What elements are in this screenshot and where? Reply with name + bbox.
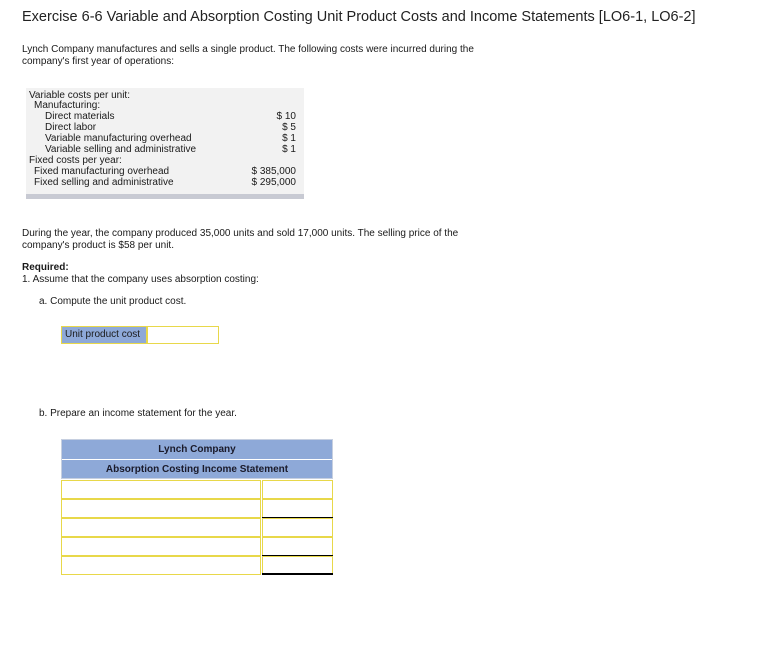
required-section (22, 262, 259, 285)
manufacturing-header: Manufacturing: (34, 100, 101, 111)
total-double-underline (262, 573, 333, 575)
direct-materials-value: $ 10 (276, 111, 296, 122)
part-b-instruction: b. Prepare an income statement for the year. (39, 408, 237, 419)
fixed-sga-value: $ 295,000 (251, 177, 296, 188)
row-3-label-input[interactable] (61, 518, 261, 537)
variable-mfg-overhead-label: Variable manufacturing overhead (45, 133, 192, 144)
direct-materials-label: Direct materials (45, 111, 115, 122)
cost-table (26, 88, 304, 199)
income-statement-row (61, 518, 333, 537)
row-3-amount-input[interactable] (262, 518, 333, 537)
required-item-1: 1. Assume that the company uses absorption costing: (22, 273, 259, 285)
variable-mfg-overhead-value: $ 1 (282, 133, 296, 144)
row-1-label-input[interactable] (61, 480, 261, 499)
page-title: Exercise 6-6 Variable and Absorption Costing Unit Product Costs and Income Statements [LO6-1, LO6-2] (22, 9, 696, 25)
unit-product-cost-label: Unit product cost (61, 326, 147, 344)
header-divider (62, 459, 332, 460)
row-1-amount-input[interactable] (262, 480, 333, 499)
income-statement-company: Lynch Company (158, 444, 236, 455)
production-text: During the year, the company produced 35,000 units and sold 17,000 units. The selling price of the company's product is $58 per unit. (22, 228, 459, 251)
row-5-label-input[interactable] (61, 556, 261, 575)
direct-labor-value: $ 5 (282, 122, 296, 133)
fixed-mfg-overhead-value: $ 385,000 (251, 166, 296, 177)
direct-labor-label: Direct labor (45, 122, 97, 133)
income-statement-row (61, 537, 333, 556)
fixed-costs-header: Fixed costs per year: (29, 155, 122, 166)
income-statement-row (61, 480, 333, 499)
row-4-amount-input[interactable] (262, 537, 333, 556)
fixed-mfg-overhead-label: Fixed manufacturing overhead (34, 166, 170, 177)
income-statement-header (61, 439, 333, 479)
variable-sga-value: $ 1 (282, 144, 296, 155)
income-statement-title: Absorption Costing Income Statement (105, 464, 289, 475)
required-label: Required: (22, 262, 69, 273)
row-4-label-input[interactable] (61, 537, 261, 556)
unit-product-cost-input[interactable] (147, 326, 219, 344)
row-2-label-input[interactable] (61, 499, 261, 518)
variable-costs-header: Variable costs per unit: (29, 90, 130, 101)
part-a-instruction: a. Compute the unit product cost. (39, 296, 187, 307)
variable-sga-label: Variable selling and administrative (45, 144, 197, 155)
income-statement-row (61, 499, 333, 518)
row-2-amount-input[interactable] (262, 499, 333, 518)
intro-text: Lynch Company manufactures and sells a single product. The following costs were incurred during the company's first year of operations: (22, 44, 474, 67)
fixed-sga-label: Fixed selling and administrative (34, 177, 174, 188)
